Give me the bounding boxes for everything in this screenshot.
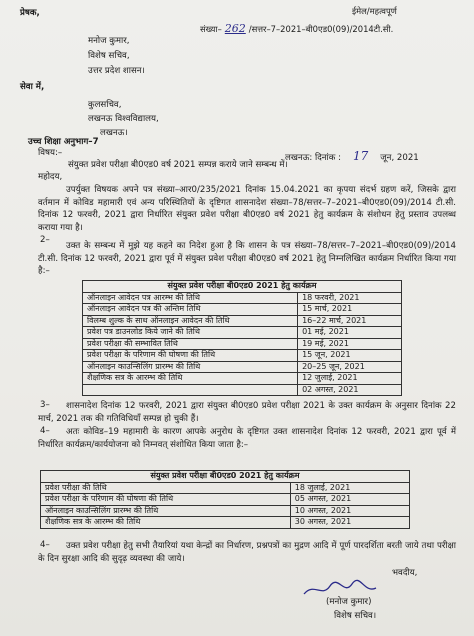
revised-schedule-table xyxy=(40,470,410,529)
paragraph-1: उपर्युक्त विषयक अपने पत्र संख्या–आर0/235/2021 दिनांक 15.04.2021 का कृपया संदर्भ ग्रहण करें, जिसके द्वारा वर्तमान में कोविड महामारी एवं अन्य परिस्थितियों के दृष्टिगत शासनादेश संख्या–78/सत्तर–7–2021–बी0एड0(09)/2014 टी.सी. दिनांक 12 फरवरी, 2021 द्वारा निर्धारित संयुक्त प्रवेश परीक्षा बी0एड0 वर्ष 2021 हेतु कार्यक्रम के संशोधन हेतु प्रस्ताव उपलब्ध कराया गया है। xyxy=(38,185,456,233)
table-row xyxy=(83,304,402,316)
sender-government: उत्तर प्रदेश शासन। xyxy=(88,66,145,76)
ref-prefix: संख्या– xyxy=(200,24,222,34)
signature-designation: विशेष सचिव। xyxy=(334,611,377,621)
subject-label: विषय:– xyxy=(38,148,63,158)
letter-date xyxy=(285,149,419,164)
date-cell: 12 जुलाई, 2021 xyxy=(298,373,402,385)
date-cell: 18 फरवरी, 2021 xyxy=(298,292,402,304)
table-row xyxy=(83,327,402,339)
recipient-title: कुलसचिव, xyxy=(88,100,122,110)
original-schedule-table xyxy=(82,280,402,396)
section-name: उच्च शिक्षा अनुभाग–7 xyxy=(28,137,99,147)
table-row xyxy=(83,350,402,362)
closing: भवदीय, xyxy=(392,568,418,578)
date-cell: 30 अगस्त, 2021 xyxy=(290,517,409,529)
event-cell: प्रवेश परीक्षा के परिणाम की घोषणा की तिथि xyxy=(41,494,291,506)
date-cell: 01 मई, 2021 xyxy=(298,327,402,339)
paragraph-2-number: 2– xyxy=(40,235,50,245)
date-cell: 10 अगस्त, 2021 xyxy=(290,505,409,517)
paragraph-4-number: 4– xyxy=(40,426,50,436)
date-cell: 02 अगस्त, 2021 xyxy=(298,384,402,396)
ref-suffix: /सत्तर–7–2021–बी0एड0(09)/2014टी.सी. xyxy=(248,24,394,34)
event-cell: ऑनलाइन आवेदन पत्र की अन्तिम तिथि xyxy=(83,304,298,316)
table-row xyxy=(83,292,402,304)
email-important-label: ईमेल/महत्वपूर्ण xyxy=(352,6,397,16)
event-cell: प्रवेश पत्र डाउनलोड किये जाने की तिथि xyxy=(83,327,298,339)
paragraph-2: उक्त के सम्बन्ध में मुझे यह कहने का निदेश हुआ है कि शासन के पत्र संख्या–78/सत्तर–7–2021–बी0एड0(09)/2014 टी.सी. दिनांक 12 फरवरी, 2021 द्वारा पूर्व में संयुक्त प्रवेश परीक्षा बी0एड0 वर्ष 2021 हेतु निम्नलिखित कार्यक्रम निर्धारित किया गया है:– xyxy=(38,241,456,276)
table-2-header: संयुक्त प्रवेश परीक्षा बी0एड0 2021 हेतु कार्यक्रम xyxy=(41,471,410,483)
table-row xyxy=(83,373,402,385)
paragraph-5-number: 4– xyxy=(40,540,50,550)
event-cell: प्रवेश परीक्षा की तिथि xyxy=(41,482,291,494)
reference-number xyxy=(200,22,393,36)
event-cell: शैक्षणिक सत्र के आरम्भ की तिथि xyxy=(41,517,291,529)
sender-designation: विशेष सचिव, xyxy=(88,51,130,61)
from-label: प्रेषक, xyxy=(20,8,40,18)
subject-text: संयुक्त प्रवेश परीक्षा बी0एड0 वर्ष 2021 सम्पन्न कराये जाने सम्बन्ध में। xyxy=(68,160,288,170)
date-cell: 15 जून, 2021 xyxy=(298,350,402,362)
paragraph-5: उक्त प्रवेश परीक्षा हेतु सभी तैयारियां यथा केन्द्रों का निर्धारण, प्रश्नपत्रों का मुद्रण आदि में पूर्ण पारदर्शिता बरती जाये तथा परीक्षा के दिन सुरक्षा आदि की सुदृढ़ व्यवस्था की जाये। xyxy=(38,541,456,564)
event-cell: विलम्ब शुल्क के साथ ऑनलाइन आवेदन की तिथि xyxy=(83,315,298,327)
table-row xyxy=(41,482,410,494)
table-row xyxy=(41,517,410,529)
table-1-header: संयुक्त प्रवेश परीक्षा बी0एड0 2021 हेतु कार्यक्रम xyxy=(83,281,402,293)
date-cell: 20–25 जून, 2021 xyxy=(298,361,402,373)
date-cell: 18 जुलाई, 2021 xyxy=(290,482,409,494)
table-row xyxy=(83,384,402,396)
date-prefix: लखनऊ: दिनांक : xyxy=(285,153,342,163)
event-cell xyxy=(83,384,298,396)
date-day-handwritten: 17 xyxy=(353,149,369,163)
paragraph-3: शासनादेश दिनांक 12 फरवरी, 2021 द्वारा संयुक्त बी0एड0 प्रवेश परीक्षा 2021 के उक्त कार्यक्रम के अनुसार दिनांक 22 मार्च, 2021 तक की गतिविधियाँ सम्पन्न हो चुकी हैं। xyxy=(38,401,456,424)
date-cell: 15 मार्च, 2021 xyxy=(298,304,402,316)
event-cell: ऑनलाइन काउन्सिलिंग प्रारम्भ की तिथि xyxy=(83,361,298,373)
recipient-city: लखनऊ। xyxy=(100,128,128,138)
paragraph-3-number: 3– xyxy=(40,400,50,410)
date-cell: 16–22 मार्च, 2021 xyxy=(298,315,402,327)
table-row xyxy=(41,505,410,517)
recipient-university: लखनऊ विश्वविद्यालय, xyxy=(88,114,159,124)
paragraph-4: अतः कोविड–19 महामारी के कारण आपके अनुरोध के दृष्टिगत उक्त शासनादेश दिनांक 12 फरवरी, 2021 द्वारा पूर्व में निर्धारित कार्यक्रम/कार्ययोजना को निम्नवत् संशोधित किया जाता है:– xyxy=(38,427,456,450)
event-cell: प्रवेश परीक्षा की सम्भावित तिथि xyxy=(83,338,298,350)
salutation: महोदय, xyxy=(38,172,63,182)
event-cell: प्रवेश परीक्षा के परिणाम की घोषणा की तिथि xyxy=(83,350,298,362)
table-row xyxy=(41,494,410,506)
signature-name: (मनोज कुमार) xyxy=(326,597,372,607)
table-row xyxy=(83,338,402,350)
date-cell: 19 मई, 2021 xyxy=(298,338,402,350)
table-row xyxy=(83,361,402,373)
event-cell: ऑनलाइन काउन्सिलिंग प्रारम्भ की तिथि xyxy=(41,505,291,517)
table-row xyxy=(83,315,402,327)
event-cell: ऑनलाइन आवेदन पत्र आरम्भ की तिथि xyxy=(83,292,298,304)
date-month-year: जून, 2021 xyxy=(380,153,419,163)
sender-name: मनोज कुमार, xyxy=(88,36,130,46)
event-cell: शैक्षणिक सत्र के आरम्भ की तिथि xyxy=(83,373,298,385)
date-cell: 05 अगस्त, 2021 xyxy=(290,494,409,506)
ref-handwritten-number: 262 xyxy=(224,22,246,35)
to-label: सेवा में, xyxy=(20,82,45,92)
